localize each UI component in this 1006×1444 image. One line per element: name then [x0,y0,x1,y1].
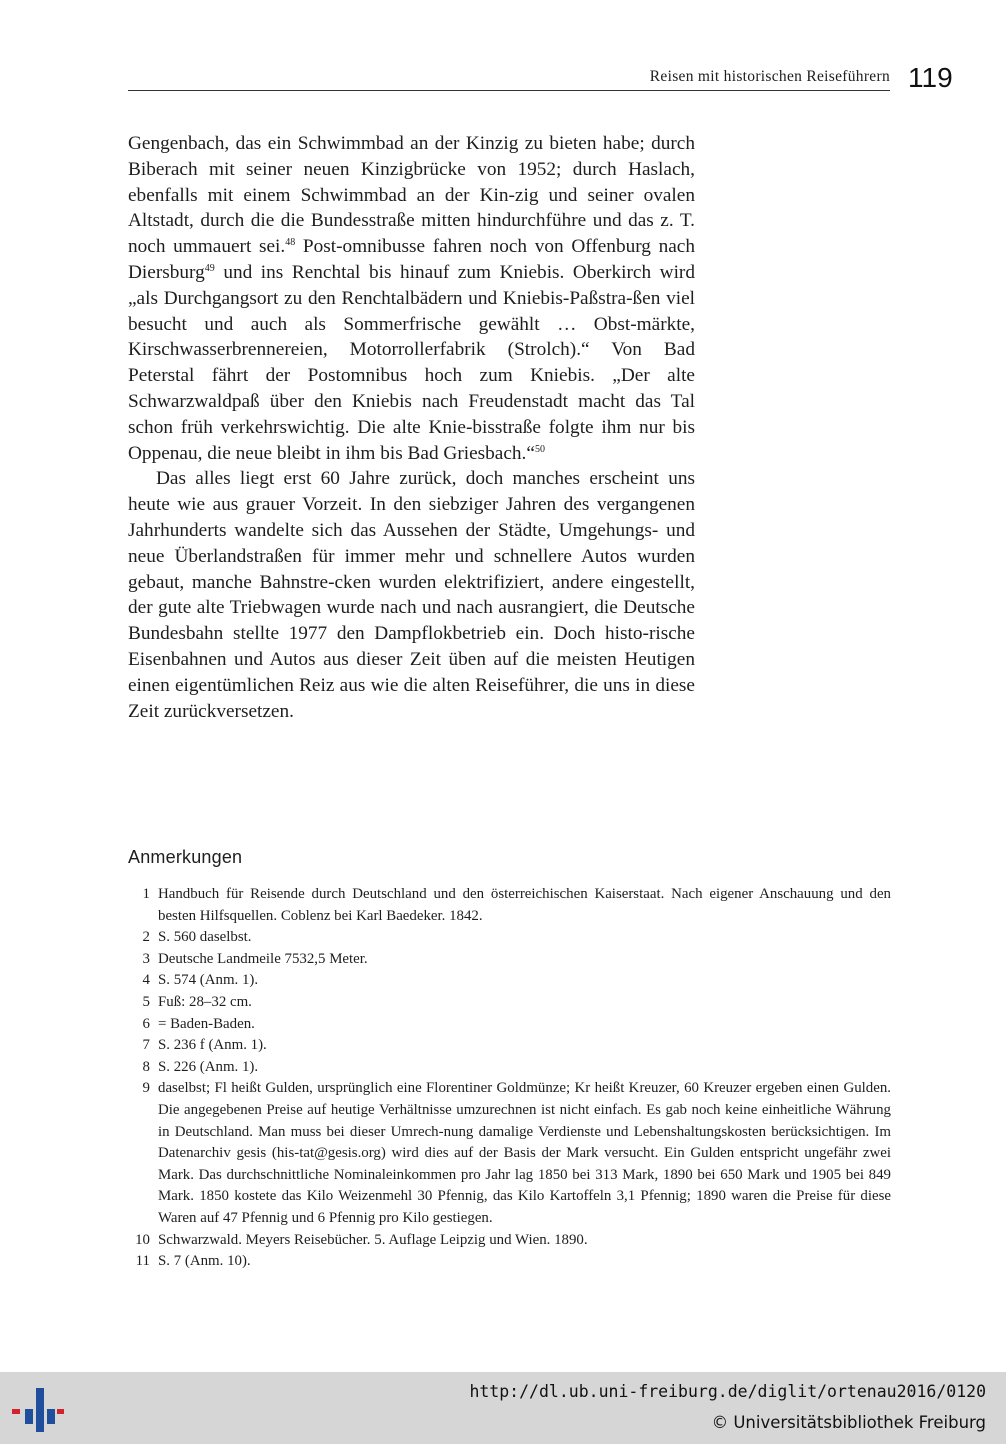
note-text: S. 560 daselbst. [158,929,252,946]
running-title: Reisen mit historischen Reiseführern [649,68,890,85]
logo-blue-left [25,1409,33,1424]
note-item [128,927,891,949]
note-item [128,1014,891,1036]
body-text [128,131,695,724]
note-text: S. 226 (Anm. 1). [158,1058,259,1075]
note-number: 10 [135,1231,150,1248]
running-header [128,64,890,91]
note-number: 9 [142,1080,150,1097]
note-item [128,1078,891,1229]
note-number: 8 [142,1058,150,1075]
note-number: 2 [142,929,150,946]
library-logo-icon [12,1384,64,1436]
footnote-ref-50[interactable]: 50 [534,443,545,455]
paragraph-1 [128,131,695,466]
notes-list [128,884,891,1273]
note-number: 7 [142,1037,150,1054]
note-item [128,1251,891,1273]
note-number: 5 [142,993,150,1010]
note-text: S. 574 (Anm. 1). [158,972,259,989]
paragraph-2: Das alles liegt erst 60 Jahre zurück, doch manches erscheint uns heute wie aus grauer Vorzeit. In den siebziger Jahren des vergangenen Jahrhunderts wandelte sich das Aussehen der Städte, Umgehungs- und neue Überlandstraßen für immer mehr und schnellere Autos wurden gebaut, manche Bahnstre-cken wurden elektrifiziert, andere eingestellt, der gute alte Triebwagen wurde nach und nach ausrangiert, die Deutsche Bundesbahn stellte 1977 den Dampflokbetrieb ein. Doch histo-rische Eisenbahnen und Autos aus dieser Zeit üben auf die meisten Heutigen einen eigentümlichen Reiz aus wie die alten Reiseführer, die uns in diese Zeit zurückversetzen. [128,468,695,722]
logo-blue-right [47,1409,55,1424]
footer-url-link[interactable]: http://dl.ub.uni-freiburg.de/diglit/ortenau2016/0120 [469,1382,986,1401]
paragraph-1-part-1: Gengenbach, das ein Schwimmbad an der Kinzig zu bieten habe; durch Biberach mit seiner neuen Kinzigbrücke von 1952; durch Haslach, ebenfalls mit einem Schwimmbad an der Kin-zig und seiner ovalen Altstadt, durch die die Bundesstraße mitten hindurchführe und das z. T. noch ummauert sei. [128,133,695,258]
footer-copyright: © Universitätsbibliothek Freiburg [711,1413,986,1432]
paragraph-1-part-3: und ins Renchtal bis hinauf zum Kniebis. Oberkirch wird „als Durchgangsort zu den Renchtalbädern und Kniebis-Paßstra-ßen viel besucht und auch als Sommerfrische gewählt … Obst-märkte, Kirschwasserbrennereien, Motorrollerfabrik (Strolch).“ Von Bad Peterstal fährt der Postomnibus hoch zum Kniebis. „Der alte Schwarzwaldpaß über den Kniebis nach Freudenstadt macht das Tal schon früh verkehrswichtig. Die alte Knie-bisstraße folgte ihm nur bis Oppenau, die neue bleibt in ihm bis Bad Griesbach.“ [128,261,695,464]
note-item [128,1230,891,1252]
logo-blue-center [36,1388,44,1432]
note-item [128,884,891,927]
note-text: Handbuch für Reisende durch Deutschland und den österreichischen Kaiserstaat. Nach eigener Anschauung und den besten Hilfsquellen. Coblenz bei Karl Baedeker. 1842. [158,886,891,924]
logo-red-left [12,1409,20,1414]
logo-red-right [57,1409,64,1414]
note-text: S. 7 (Anm. 10). [158,1253,251,1270]
note-text: = Baden-Baden. [158,1015,255,1032]
footnote-ref-49[interactable]: 49 [204,262,215,274]
note-text: Schwarzwald. Meyers Reisebücher. 5. Auflage Leipzig und Wien. 1890. [158,1231,588,1248]
note-number: 6 [142,1015,150,1032]
note-text: daselbst; Fl heißt Gulden, ursprünglich eine Florentiner Goldmünze; Kr heißt Kreuzer, 60 Kreuzer ergeben einen Gulden. Die angegebenen Preise auf heutige Verhältnisse umzurechnen ist nicht einfach. Es gab noch keine einheitliche Währung in Deutschland. Man muss bei dieser Umrech-nung damalige Verdienste und Lebenshaltungskosten berücksichtigen. Im Datenarchiv gesis (his-tat@gesis.org) wird dies auf der Basis der Mark versucht. Ein Gulden entspricht ungefähr zwei Mark. Das durchschnittliche Nominaleinkommen pro Jahr lag 1850 bei 313 Mark, 1890 bei 650 Mark und 1905 bei 849 Mark. 1850 kostete das Kilo Weizenmehl 30 Pfennig, das Kilo Kartoffeln 3,1 Pfennig; 1890 waren die Preise für diese Waren auf 47 Pfennig und 6 Pfennig pro Kilo gestiegen. [158,1080,891,1226]
note-number: 1 [142,886,150,902]
note-number: 4 [142,972,150,989]
note-item [128,992,891,1014]
note-number: 3 [142,950,150,967]
page-number: 119 [908,62,953,93]
note-item [128,1035,891,1057]
note-text: Deutsche Landmeile 7532,5 Meter. [158,950,368,967]
note-item [128,1057,891,1079]
note-text: S. 236 f (Anm. 1). [158,1037,267,1054]
note-item [128,949,891,971]
footnote-ref-48[interactable]: 48 [285,237,296,249]
note-text: Fuß: 28–32 cm. [158,993,252,1010]
notes-heading: Anmerkungen [128,847,243,867]
note-number: 11 [135,1253,150,1270]
note-item [128,970,891,992]
paragraph-1-part-2: Post-omnibusse fahren noch von Offenburg nach Diersburg [128,236,696,283]
